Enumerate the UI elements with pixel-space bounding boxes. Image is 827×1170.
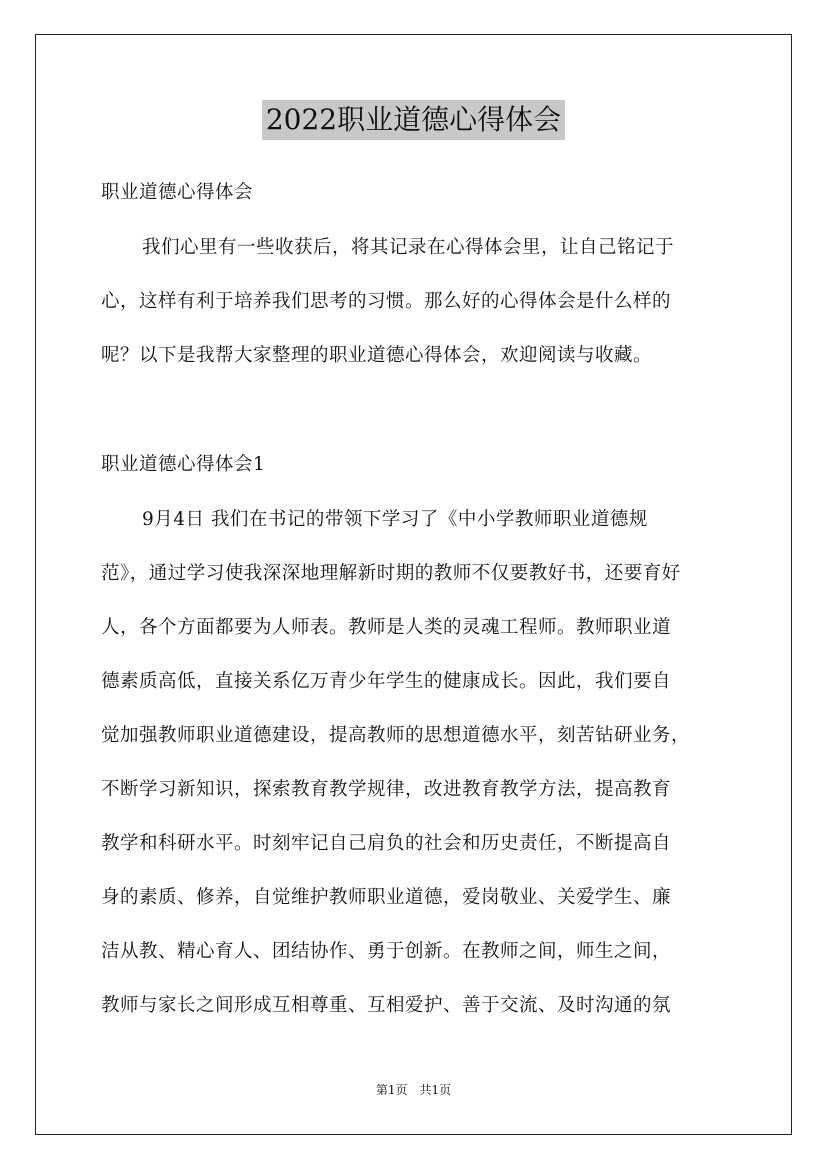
section-line: 德素质高低，直接关系亿万青少年学生的健康成长。因此，我们要自	[101, 671, 672, 692]
section-line: 9月4日 我们在书记的带领下学习了《中小学教师职业道德规	[142, 509, 648, 530]
section-line: 觉加强教师职业道德建设，提高教师的思想道德水平，刻苦钻研业务，	[101, 725, 691, 746]
document-subtitle: 职业道德心得体会	[101, 182, 254, 203]
section-heading: 职业道德心得体会1	[101, 454, 266, 475]
section-line: 教师与家长之间形成互相尊重、互相爱护、善于交流、及时沟通的氛	[101, 995, 672, 1016]
section-line: 教学和科研水平。时刻牢记自己肩负的社会和历史责任，不断提高自	[101, 833, 672, 854]
section-line: 范》，通过学习使我深深地理解新时期的教师不仅要教好书，还要育好	[101, 563, 681, 584]
intro-line: 我们心里有一些收获后，将其记录在心得体会里，让自己铭记于	[142, 237, 675, 258]
section-line: 洁从教、精心育人、团结协作、勇于创新。在教师之间，师生之间，	[101, 941, 672, 962]
intro-line: 呢？以下是我帮大家整理的职业道德心得体会，欢迎阅读与收藏。	[101, 345, 653, 366]
section-line: 身的素质、修养，自觉维护教师职业道德，爱岗敬业、关爱学生、廉	[101, 887, 672, 908]
document-title: 2022职业道德心得体会	[262, 100, 565, 140]
section-line: 人，各个方面都要为人师表。教师是人类的灵魂工程师。教师职业道	[101, 617, 672, 638]
title-container	[0, 100, 827, 140]
intro-line: 心，这样有利于培养我们思考的习惯。那么好的心得体会是什么样的	[101, 291, 672, 312]
section-line: 不断学习新知识，探索教育教学规律，改进教育教学方法，提高教育	[101, 779, 672, 800]
page-footer: 第1页 共1页	[375, 1083, 452, 1097]
